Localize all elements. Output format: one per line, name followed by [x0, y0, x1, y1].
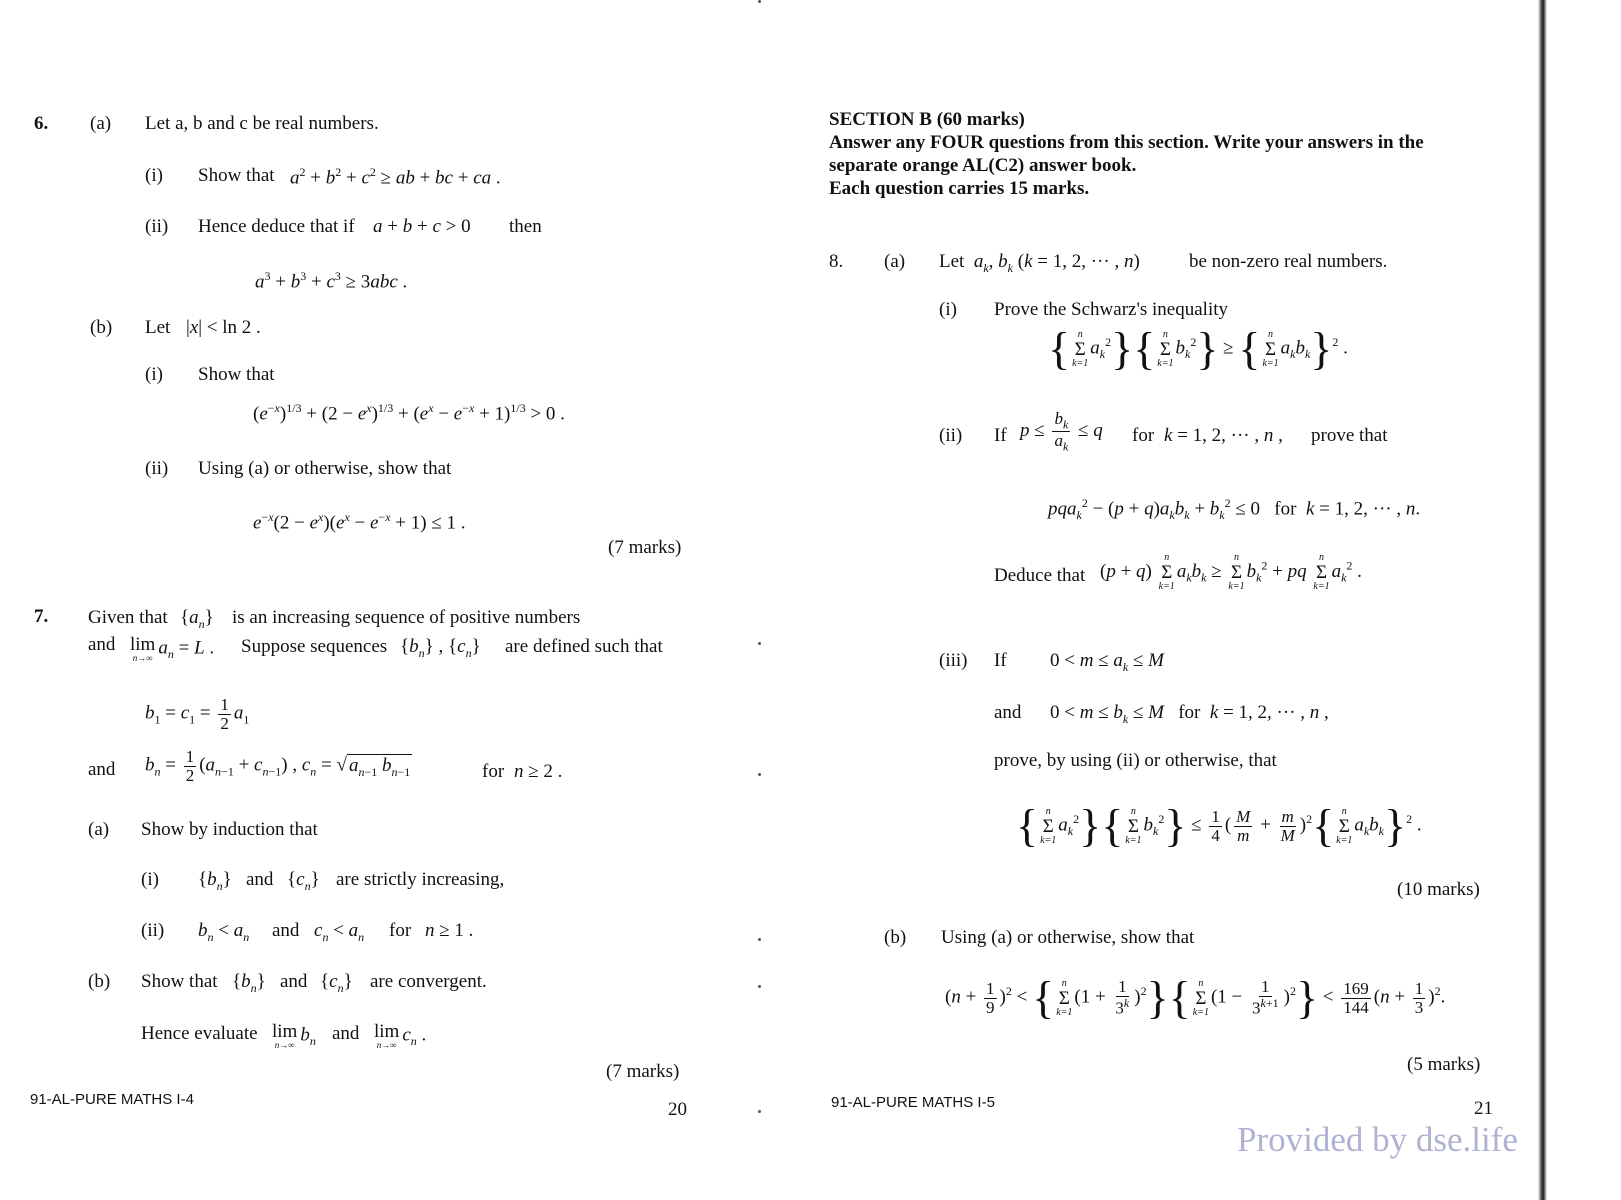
section-instructions-3: Each question carries 15 marks.: [829, 178, 1090, 199]
left-page-number: 20: [668, 1099, 687, 1120]
section-instructions-1: Answer any FOUR questions from this section. Write your answers in the: [829, 132, 1424, 153]
q7-marks: (7 marks): [606, 1061, 680, 1082]
q7-line1-start: Given that: [88, 607, 168, 628]
q7-initial: $b_1 = c_1$ = $\frac{1}{2}$ $a_1$: [145, 695, 250, 733]
left-footer: 91-AL-PURE MATHS I-4: [30, 1091, 194, 1108]
q8-a-ii-label: (ii): [939, 425, 963, 446]
section-instructions-2: separate orange AL(C2) answer book.: [829, 155, 1137, 176]
q8-a-ii-condition: p ≤ $\frac{b_k}{a_k}$ ≤ q: [1020, 409, 1103, 454]
q6-a-ii-label: (ii): [145, 216, 169, 237]
q8-a-ii-if: If: [994, 425, 1007, 446]
q8-a-label: (a): [884, 251, 906, 272]
watermark: Provided by dse.life: [1237, 1120, 1518, 1159]
q6-a-ii-formula: $a^3 + b^3 + c^3 \ge 3abc$ .: [255, 269, 408, 293]
q7-a-label: (a): [88, 819, 110, 840]
q7-b-seqb: $\{b_n\}$: [232, 971, 266, 995]
q6-b-ii-label: (ii): [145, 458, 169, 479]
q6-b-label: (b): [90, 317, 113, 338]
q7-b-text2: are convergent.: [370, 971, 487, 992]
q8-a-ii-formula: $pqa_k^2 - (p + q)a_kb_k + b_k^2 \le 0$ for k = 1, 2, ··· , n.: [1048, 496, 1421, 523]
q6-b-text: Let: [145, 317, 171, 338]
q7-a-i-text: are strictly increasing,: [336, 869, 505, 890]
q7-limit: lim n→∞ $a_n = L$ .: [130, 634, 215, 663]
q7-b-lim-c: lim n→∞ $c_n$ .: [374, 1021, 427, 1050]
q7-seq-bc: $\{b_n\}$ , $\{c_n\}$: [400, 636, 481, 660]
q6-a-i-text: Show that: [198, 165, 275, 186]
q7-a-ii-ineq1: $b_n < a_n$: [198, 920, 250, 944]
q8-number: 8.: [829, 251, 844, 272]
right-footer: 91-AL-PURE MATHS I-5: [831, 1094, 995, 1111]
q6-a-ii-text: Hence deduce that if: [198, 216, 355, 237]
q7-b-and2: and: [332, 1023, 360, 1044]
q6-a-label: (a): [90, 113, 112, 134]
q8-b-formula: (n + $\frac{1}{9}$ )$^2$ < { n Σ k=1 (1 + $\frac{1}{3^k}$ )$^2$}{ n Σ k=1 (1 − $\frac{1}{3^{k+1}}$ )$^2$} < $\frac{169}{144}$ (n + $\frac{1}{3}$ )$^2$.: [945, 972, 1446, 1023]
q8-a-iii-formula: { n Σ k=1 $a_k^2$}{ n Σ k=1 $b_k^2$} ≤ $\frac{1}{4}$ ( $\frac{M}{m}$ + $\frac{m}{M}$ )$^2${ n Σ k=1 $a_kb_k\}^2$ .: [1016, 800, 1422, 851]
q7-b-label: (b): [88, 971, 111, 992]
q6-a-i-label: (i): [145, 165, 163, 186]
q8-a-iii-label: (iii): [939, 650, 968, 671]
q8-a-iii-cond1: $0 < m \le a_k \le M$: [1050, 650, 1164, 674]
q7-b-hence: Hence evaluate: [141, 1023, 258, 1044]
q6-marks: (7 marks): [608, 537, 682, 558]
q6-b-condition: |x| < ln 2 .: [186, 317, 261, 338]
q8-a-ii-for: for: [1132, 425, 1155, 446]
q8-a-vars: Let $a_k$, $b_k$ (k = 1, 2, ··· , n): [939, 251, 1140, 275]
q6-b-i-text: Show that: [198, 364, 275, 385]
q8-a-text: be non-zero real numbers.: [1189, 251, 1388, 272]
right-page-number: 21: [1474, 1098, 1493, 1119]
q7-and2: and: [88, 759, 116, 780]
q7-a-ii-label: (ii): [141, 920, 165, 941]
q7-n-condition: n ≥ 2 .: [514, 761, 563, 782]
q7-for: for: [482, 761, 505, 782]
q8-a-iii-and: and: [994, 702, 1022, 723]
q6-b-i-label: (i): [145, 364, 163, 385]
q7-seq-a: $\{a_n\}$: [180, 607, 214, 631]
q7-a-text: Show by induction that: [141, 819, 318, 840]
q7-b-lim-b: lim n→∞ $b_n$: [272, 1021, 316, 1050]
q8-marks-b: (5 marks): [1407, 1054, 1481, 1075]
scan-edge: [1538, 0, 1547, 1200]
q7-a-ii-cond: n ≥ 1 .: [425, 920, 474, 941]
q7-a-ii-and: and: [272, 920, 300, 941]
q6-number: 6.: [34, 113, 49, 134]
q7-line2-end: are defined such that: [505, 636, 663, 657]
section-title: SECTION B (60 marks): [829, 109, 1025, 130]
q8-a-iii-prove: prove, by using (ii) or otherwise, that: [994, 750, 1277, 771]
q7-a-i-seqb: $\{b_n\}$: [198, 869, 232, 893]
q8-a-ii-prove: prove that: [1311, 425, 1388, 446]
q6-b-i-formula: $(e^{-x})^{1/3} + (2 - e^x)^{1/3} + (e^x - e^{-x} + 1)^{1/3} > 0$ .: [253, 401, 565, 425]
q7-number: 7.: [34, 606, 49, 627]
q8-a-ii-range: k = 1, 2, ··· , n ,: [1164, 425, 1283, 446]
q6-a-text: Let a, b and c be real numbers.: [145, 113, 379, 134]
q7-b-text: Show that: [141, 971, 218, 992]
q8-a-i-text: Prove the Schwarz's inequality: [994, 299, 1229, 320]
q6-a-i-formula: $a^2 + b^2 + c^2$ ≥ ab + bc + ca .: [290, 165, 501, 189]
q7-b-seqc: $\{c_n\}$: [320, 971, 353, 995]
q8-a-iii-cond2: $0 < m \le b_k \le M$ for k = 1, 2, ··· , n ,: [1050, 702, 1329, 726]
q7-a-ii-for: for: [389, 920, 412, 941]
q8-deduce: Deduce that: [994, 565, 1086, 586]
q7-line2-mid: Suppose sequences: [241, 636, 388, 657]
q7-a-i-seqc: $\{c_n\}$: [287, 869, 320, 893]
q8-b-label: (b): [884, 927, 907, 948]
q7-a-i-and: and: [246, 869, 274, 890]
q7-recurrence: $b_n$ = $\frac{1}{2}$ $(a_{n-1} + c_{n-1})$ , $c_n$ = √ $a_{n-1}$ $b_{n-1}$: [145, 747, 411, 785]
q7-b-and: and: [280, 971, 308, 992]
q6-a-ii-then: then: [509, 216, 542, 237]
q8-a-i-label: (i): [939, 299, 957, 320]
q7-and1: and: [88, 634, 116, 655]
q6-b-ii-formula: $e^{-x}(2 - e^x)(e^x - e^{-x} + 1) \le 1$ .: [253, 510, 466, 534]
q8-a-iii-if: If: [994, 650, 1007, 671]
q7-a-ii-ineq2: $c_n < a_n$: [314, 920, 365, 944]
q7-a-i-label: (i): [141, 869, 159, 890]
q8-marks-a: (10 marks): [1397, 879, 1480, 900]
q8-schwarz-formula: { n Σ k=1 $a_k^2$}{ n Σ k=1 $b_k^2$} ≥ { n Σ k=1 $a_kb_k\}^2$ .: [1048, 323, 1348, 374]
q8-b-text: Using (a) or otherwise, show that: [941, 927, 1195, 948]
q7-line1-end: is an increasing sequence of positive numbers: [232, 607, 581, 628]
q6-a-ii-condition: a + b + c > 0: [373, 216, 471, 237]
q6-b-ii-text: Using (a) or otherwise, show that: [198, 458, 452, 479]
q8-deduce-formula: (p + q) n Σ k=1 $a_kb_k$ ≥ n Σ k=1 $b_k^2$ + pq n Σ k=1 $a_k^2$ .: [1100, 552, 1362, 592]
